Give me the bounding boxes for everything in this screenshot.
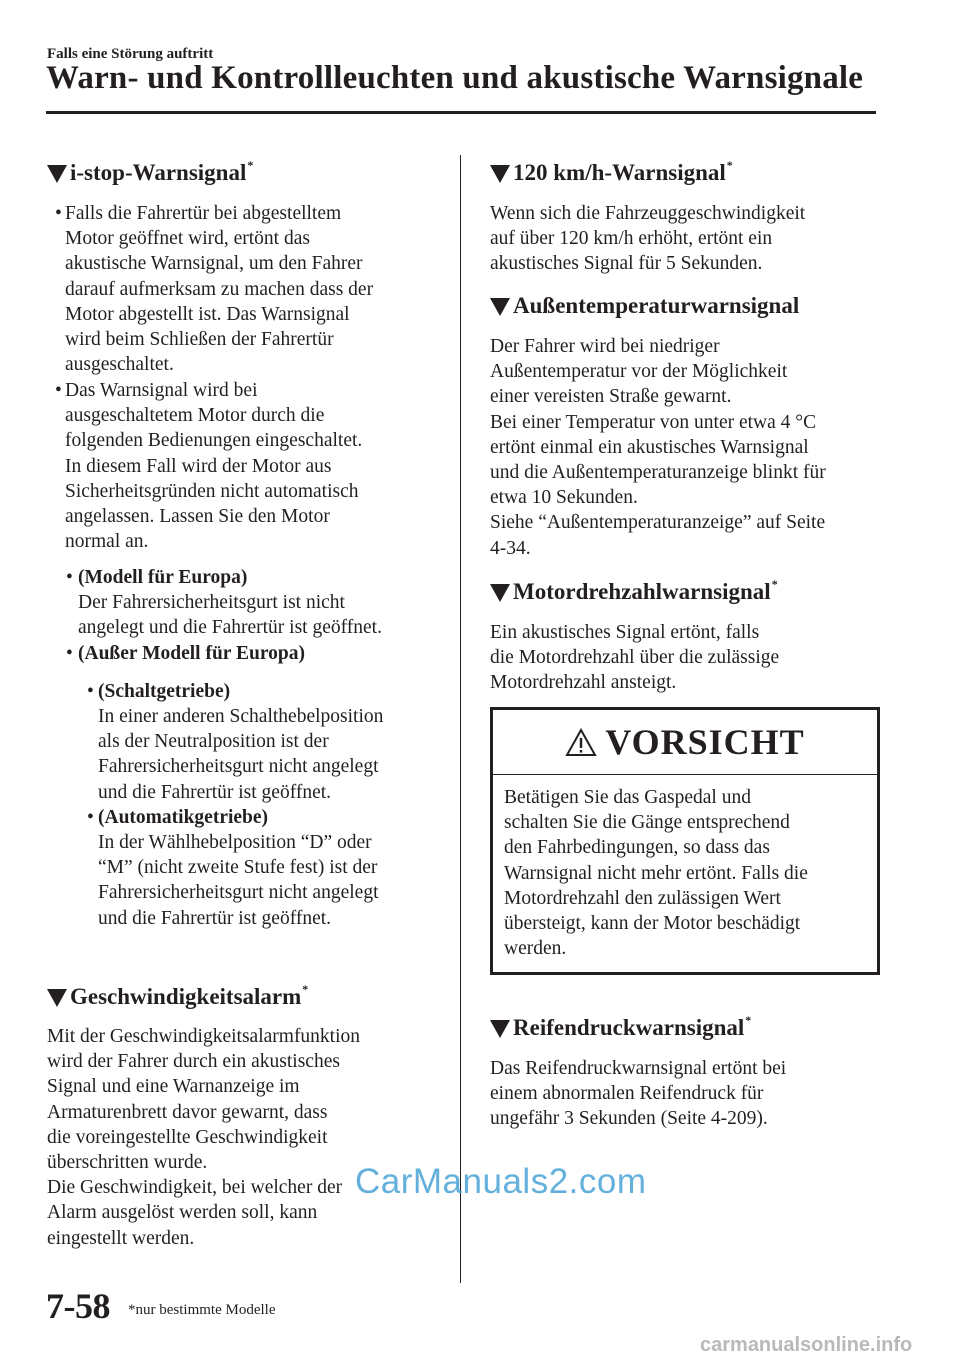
tire-heading-text: Reifendruckwarnsignal [513, 1015, 745, 1040]
section-label: Falls eine Störung auftritt [47, 46, 214, 62]
istop-bullet-1: Falls die Fahrertür bei abgestelltem Motor geöffnet wird, ertönt das akustische Warnsignal, um den Fahrer darauf aufmerksam zu machen dass der Motor abgestellt ist. Das Warnsignal wird beim Schließen der Fahrertür ausgeschaltet. [65, 203, 374, 376]
page-title: Warn- und Kontrollleuchten und akustische Warnsignale [46, 60, 864, 96]
outside-temp-heading-text: Außentemperaturwarnsignal [513, 293, 800, 318]
section-triangle-icon [490, 584, 510, 602]
speed-alarm-heading-text: Geschwindigkeitsalarm [70, 984, 302, 1009]
kmh-heading [490, 160, 733, 186]
bullet-dot: • [66, 643, 73, 664]
tire-heading [490, 1015, 751, 1041]
column-divider [460, 155, 461, 1283]
bullet-dot: • [55, 380, 62, 401]
speed-alarm-heading [47, 984, 308, 1010]
istop-heading [47, 160, 253, 186]
bullet-dot: • [66, 567, 73, 588]
section-triangle-icon [47, 165, 67, 183]
kmh-text: Wenn sich die Fahrzeuggeschwindigkeit auf über 120 km/h erhöht, ertönt ein akustisches Signal für 5 Sekunden. [490, 203, 806, 275]
section-triangle-icon [490, 165, 510, 183]
model-footnote-mark: * [771, 577, 778, 591]
rpm-heading-text: Motordrehzahlwarnsignal [513, 579, 771, 604]
istop-heading-text: i-stop-Warnsignal [70, 160, 247, 185]
speed-alarm-text: Mit der Geschwindigkeitsalarmfunktion wird der Fahrer durch ein akustisches Signal und eine Warnanzeige im Armaturenbrett davor gewarnt, dass die voreingestellte Geschwindigkeit überschritten wurde. Die Geschwindigkeit, bei welcher der Alarm ausgelöst werden soll, kann eingestellt werden. [47, 1026, 361, 1249]
istop-sub1-text: Der Fahrersicherheitsgurt ist nicht angelegt und die Fahrertür ist geöffnet. [78, 592, 382, 639]
istop-sub2b-title: (Automatikgetriebe) [98, 807, 269, 828]
bullet-dot: • [55, 203, 62, 224]
istop-sub1-title: (Modell für Europa) [78, 567, 248, 588]
model-footnote-mark: * [247, 158, 254, 172]
section-triangle-icon [490, 1020, 510, 1038]
rpm-heading [490, 579, 778, 605]
watermark-carmanuals2: CarManuals2.com [355, 1162, 647, 1201]
istop-sub2b-text: In der Wählhebelposition “D” oder “M” (nicht zweite Stufe fest) ist der Fahrersicherheitsgurt nicht angelegt und die Fahrertür ist geöffnet. [98, 832, 379, 929]
istop-sub2a-title: (Schaltgetriebe) [98, 681, 231, 702]
model-footnote-mark: * [726, 158, 733, 172]
bullet-dot: • [87, 681, 94, 702]
outside-temp-heading [490, 293, 799, 319]
rpm-text: Ein akustisches Signal ertönt, falls die Motordrehzahl über die zulässige Motordrehzahl ansteigt. [490, 622, 780, 694]
caution-header [493, 710, 877, 775]
section-triangle-icon [47, 989, 67, 1007]
caution-text: Betätigen Sie das Gaspedal und schalten Sie die Gänge entsprechend den Fahrbedingungen, so dass das Warnsignal nicht mehr ertönt. Falls die Motordrehzahl den zulässigen Wert übersteigt, kann der Motor beschädigt werden. [504, 787, 808, 960]
caution-title: VORSICHT [605, 722, 805, 762]
istop-sub2a-text: In einer anderen Schalthebelposition als der Neutralposition ist der Fahrersicherheitsgurt nicht angelegt und die Fahrertür ist geöffnet. [98, 706, 384, 803]
section-triangle-icon [490, 298, 510, 316]
kmh-heading-text: 120 km/h-Warnsignal [513, 160, 726, 185]
model-footnote-mark: * [745, 1013, 752, 1027]
bullet-dot: • [87, 807, 94, 828]
warning-triangle-icon [565, 728, 597, 757]
istop-bullet-2: Das Warnsignal wird bei ausgeschaltetem Motor durch die folgenden Bedienungen eingeschaltet. In diesem Fall wird der Motor aus Sicherheitsgründen nicht automatisch angelassen. Lassen Sie den Motor normal an. [65, 380, 363, 553]
header-rule [46, 111, 876, 114]
page-number: 7-58 [46, 1286, 110, 1326]
watermark-carmanualsonline: carmanualsonline.info [700, 1334, 913, 1356]
outside-temp-text: Der Fahrer wird bei niedriger Außentemperatur vor der Möglichkeit einer vereisten Straße gewarnt. Bei einer Temperatur von unter etwa 4 °C ertönt einmal ein akustisches Warnsignal und die Außentemperaturanzeige blinkt für etwa 10 Sekunden. Siehe “Außentemperaturanzeige” auf Seite 4-34. [490, 336, 826, 559]
model-footnote-mark: * [302, 982, 309, 996]
tire-text: Das Reifendruckwarnsignal ertönt bei einem abnormalen Reifendruck für ungefähr 3 Sekunden (Seite 4-209). [490, 1058, 787, 1130]
footnote: *nur bestimmte Modelle [128, 1302, 276, 1318]
caution-box [490, 707, 880, 975]
istop-sub2-title: (Außer Modell für Europa) [78, 643, 305, 664]
